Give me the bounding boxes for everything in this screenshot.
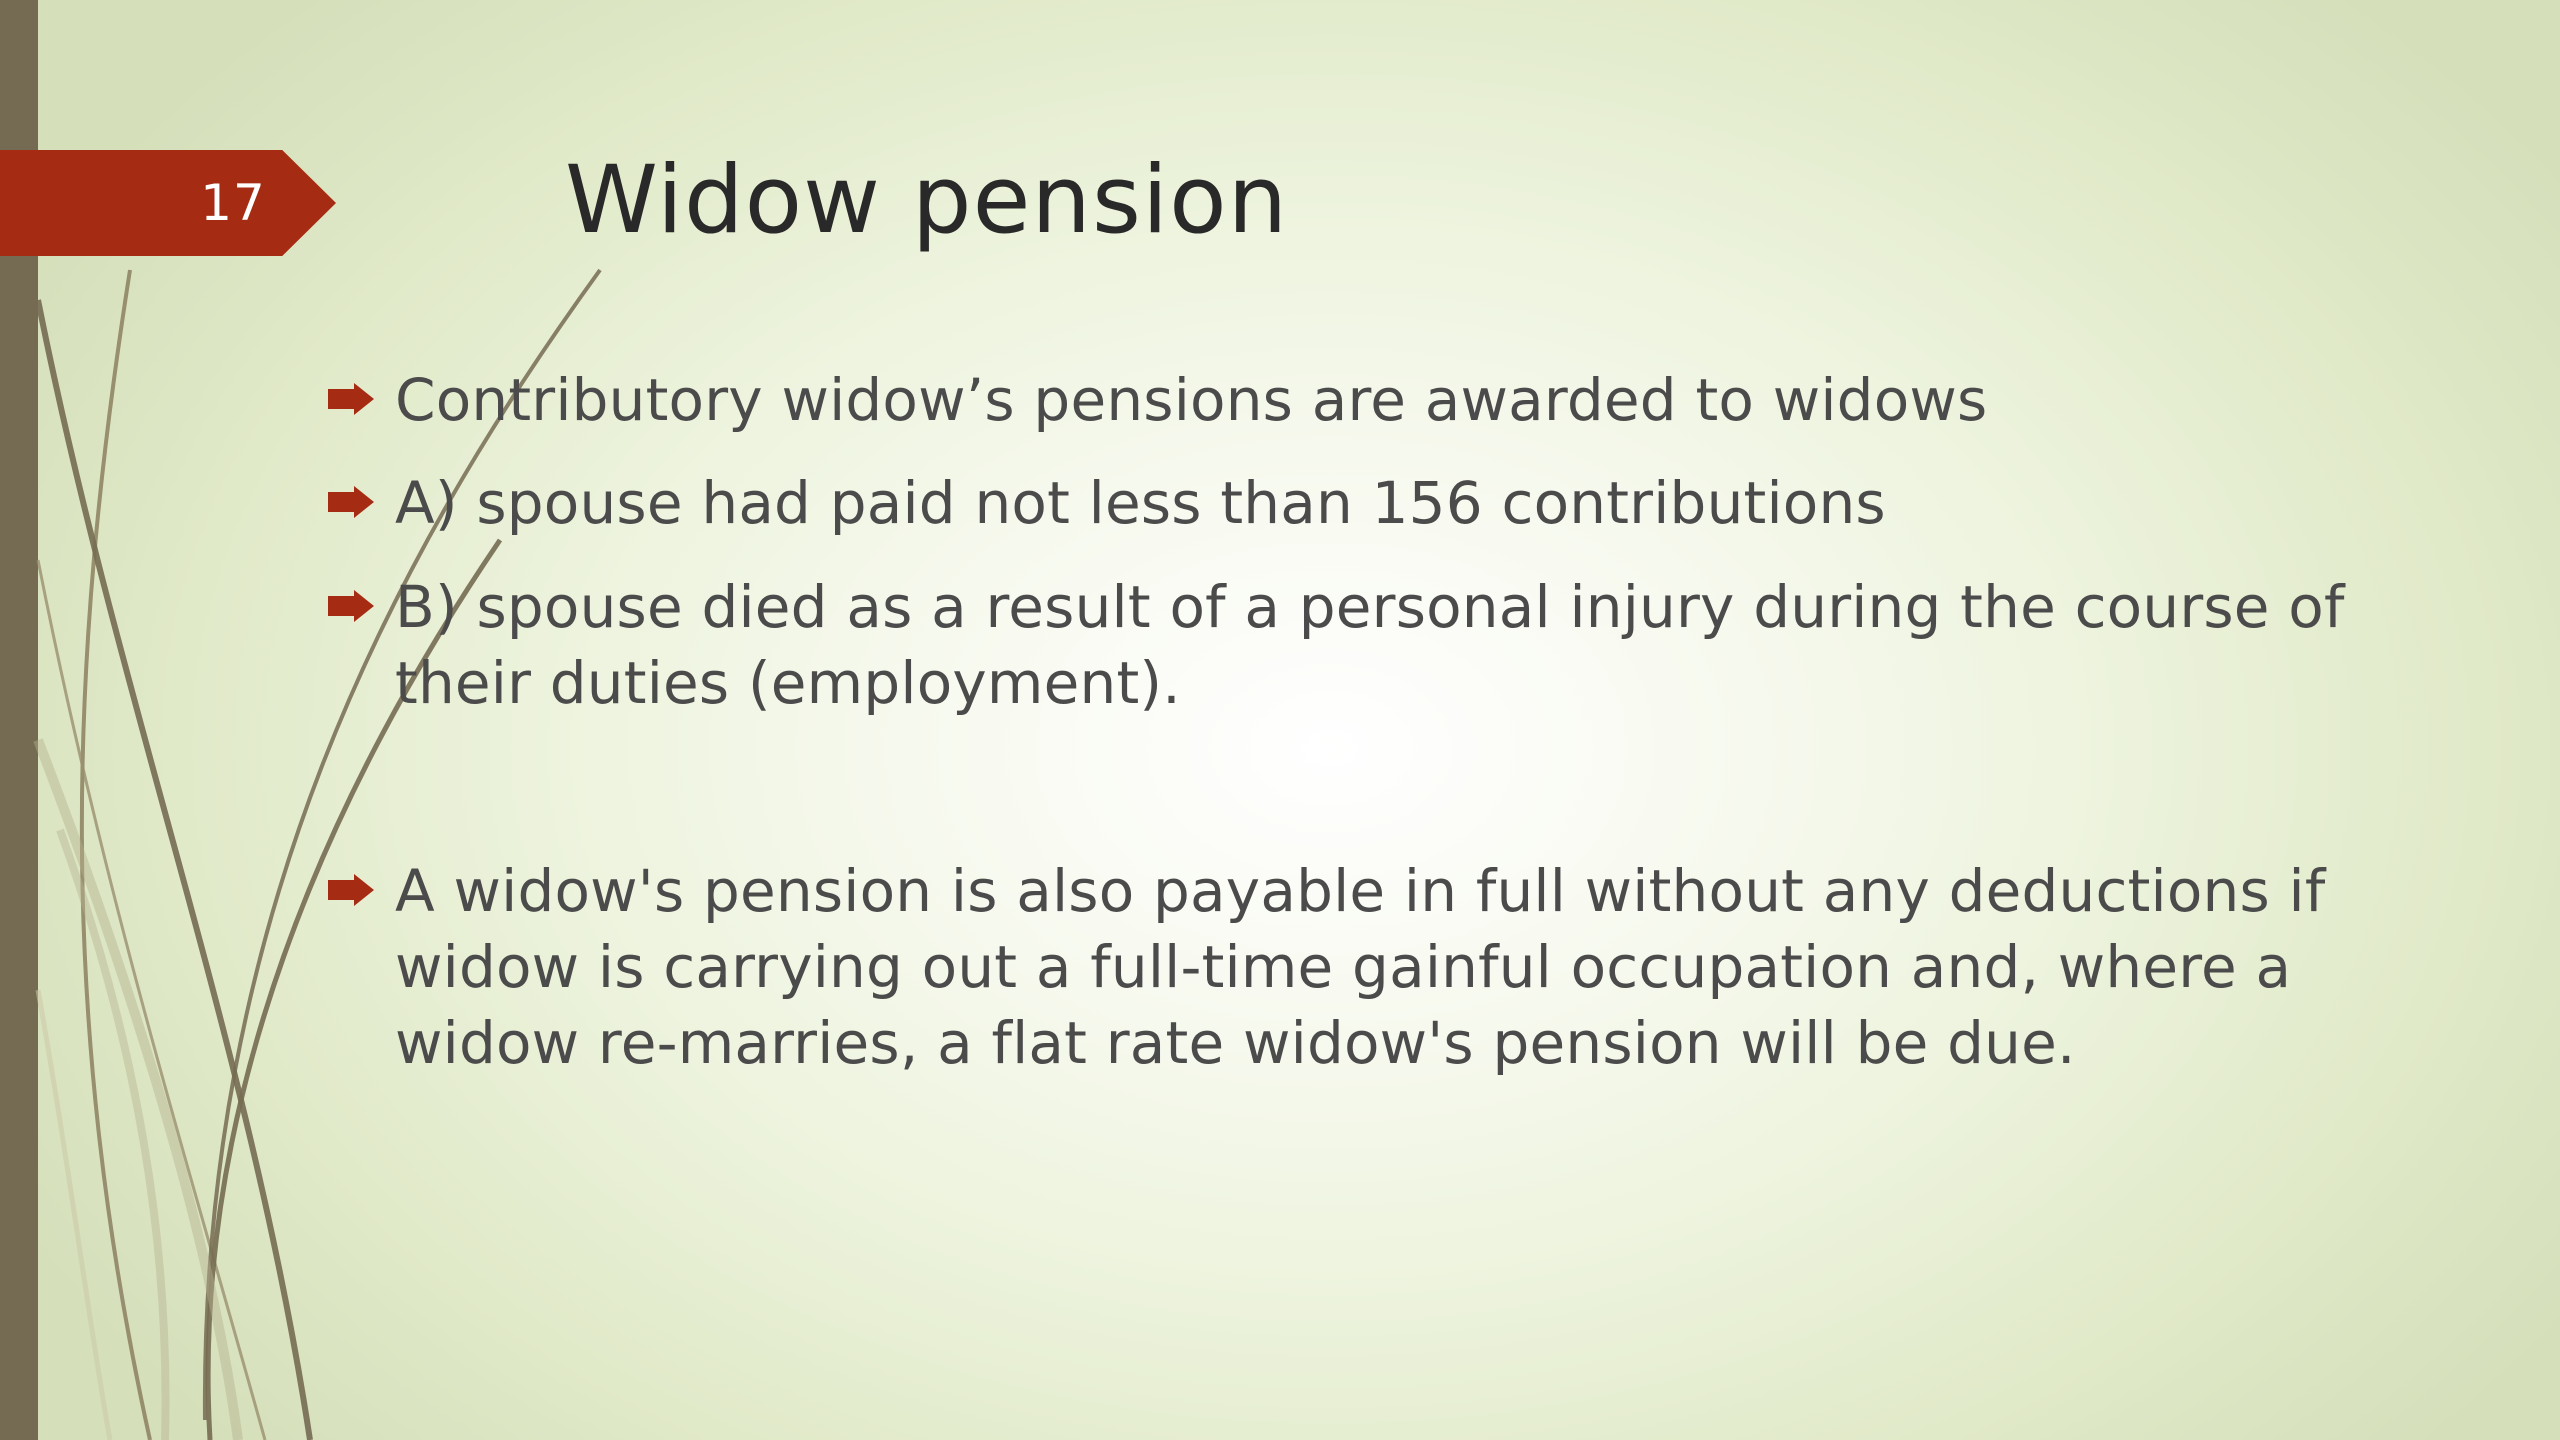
- slide-number: 17: [200, 174, 266, 232]
- right-arrow-icon: [328, 486, 376, 518]
- slide-title: Widow pension: [565, 146, 1289, 255]
- right-arrow-icon: [328, 874, 376, 906]
- bullet-item: [328, 569, 2408, 721]
- bullet-text: B) spouse died as a result of a personal injury during the course of their duties (employment).: [395, 573, 2345, 717]
- bullet-item: [328, 465, 2408, 541]
- bullet-list: [328, 0, 2428, 1440]
- bullet-text: Contributory widow’s pensions are awarded to widows: [395, 366, 1988, 434]
- right-arrow-icon: [328, 590, 376, 622]
- right-arrow-icon: [328, 383, 376, 415]
- slide-number-tab: [0, 150, 336, 256]
- bullet-item: [328, 362, 2408, 438]
- bullet-item: [328, 853, 2408, 1081]
- bullet-text: A) spouse had paid not less than 156 contributions: [395, 469, 1886, 537]
- bullet-text: A widow's pension is also payable in full without any deductions if widow is carrying out a full-time gainful occupation and, where a widow re-marries, a flat rate widow's pension will be due.: [395, 857, 2326, 1077]
